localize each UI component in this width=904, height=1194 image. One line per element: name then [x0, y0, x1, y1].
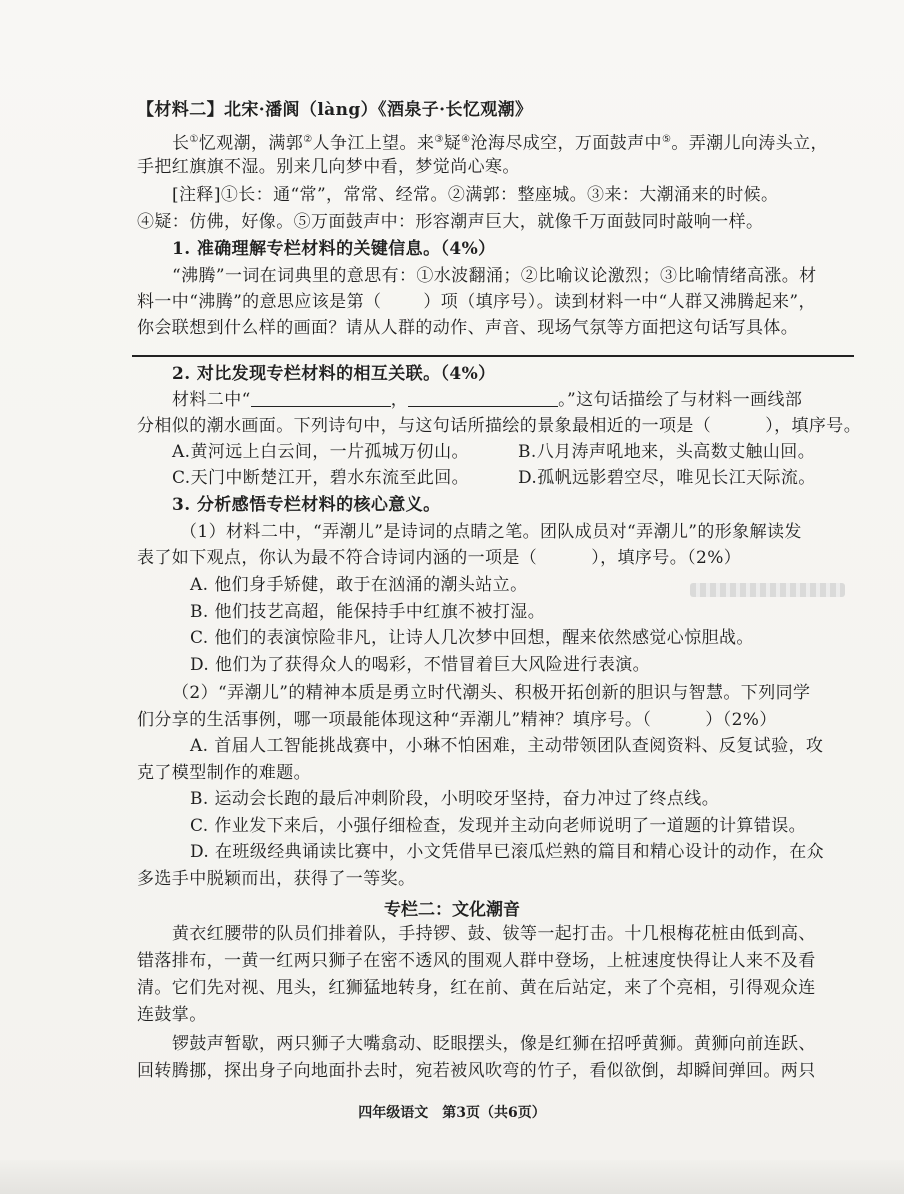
q2-line-1 — [172, 388, 802, 412]
q3-sub2-line-2 — [137, 708, 777, 732]
passage-p1-line-4: 连鼓掌。 — [137, 1005, 207, 1025]
notes-line-1: [注释]①长：通“常”，常常、经常。②满郭：整座城。③来：大潮涌来的时候。 — [172, 185, 779, 205]
q3-sub2-option-c: C. 作业发下来后，小强仔细检查，发现并主动向老师说明了一道题的计算错误。 — [190, 816, 807, 836]
q3-text: ），填序号。（2%） — [591, 548, 742, 568]
q3-sub1-option-d: D. 他们为了获得众人的喝彩，不惜冒着巨大风险进行表演。 — [190, 655, 651, 675]
poem-text: 忆观潮，满郭 — [198, 133, 304, 154]
note-mark: ② — [303, 134, 313, 145]
page-footer: 四年级语文 第3页（共6页） — [358, 1105, 546, 1121]
poem-text: 。弄潮儿向涛头立， — [671, 133, 828, 154]
poem-text: 人争江上望。来 — [312, 133, 435, 154]
fill-blank-1[interactable] — [251, 388, 391, 407]
q1-line-2 — [137, 290, 816, 314]
q1-line-3: 你会联想到什么样的画面？请从人群的动作、声音、现场气氛等方面把这句话写具体。 — [137, 318, 799, 338]
q1-line-1: “沸腾”一词在词典里的意思有：①水波翻涌；②比喻议论激烈；③比喻情绪高涨。材 — [172, 266, 817, 286]
q2-option-d: D.孤帆远影碧空尽，唯见长江天际流。 — [518, 468, 816, 488]
passage-p2-line-2: 回转腾挪，探出身子向地面扑去时，宛若被风吹弯的竹子，看似欲倒，却瞬间弹回。两只 — [137, 1061, 816, 1081]
q2-text: 材料二中“ — [172, 390, 251, 410]
note-mark: ⑤ — [661, 134, 672, 145]
q2-option-c: C.天门中断楚江开，碧水东流至此回。 — [172, 468, 470, 488]
passage-p2-line-1: 锣鼓声暂歇，两只狮子大嘴翕动、眨眼摆头，像是红狮在招呼黄狮。黄狮向前连跃、 — [172, 1034, 816, 1054]
section-title: 专栏二：文化潮音 — [384, 900, 520, 920]
poem-line-2: 手把红旗旗不湿。别来几向梦中看，梦觉尚心寒。 — [137, 157, 520, 177]
poem-text: 沧海尽成空，万面鼓声中 — [470, 133, 662, 154]
passage-p1-line-3: 清。它们先对视、甩头，红狮猛地转身，红在前、黄在后站定，来了个亮相，引得观众连 — [137, 978, 816, 998]
fill-blank-2[interactable] — [408, 388, 558, 407]
poem-line-1 — [172, 128, 828, 156]
q2-text: 分相似的潮水画面。下列诗句中，与这句话所描绘的景象最相近的一项是（ — [137, 416, 712, 436]
q3-sub2-line-1: （2）“弄潮儿”的精神本质是勇立时代潮头、积极开拓创新的胆识与智慧。下列同学 — [172, 683, 811, 703]
q3-sub1-option-b: B. 他们技艺高超，能保持手中红旗不被打湿。 — [190, 602, 546, 622]
q3-text: ）（2%） — [705, 710, 777, 730]
q3-text: 表了如下观点，你认为最不符合诗词内涵的一项是（ — [137, 548, 538, 568]
material2-header: 【材料二】北宋·潘阆（làng）《酒泉子·长忆观潮》 — [137, 100, 533, 120]
q3-sub2-option-a-2: 克了模型制作的难题。 — [137, 763, 311, 783]
note-mark: ① — [189, 134, 199, 145]
poem-text: 长 — [172, 133, 190, 154]
q3-sub2-option-b: B. 运动会长跑的最后冲刺阶段，小明咬牙坚持，奋力冲过了终点线。 — [190, 789, 720, 809]
q1-text: ）项（填序号）。读到材料一中“人群又沸腾起来”， — [423, 292, 816, 312]
q3-sub2-option-d-2: 多选手中脱颖而出，获得了一等奖。 — [137, 869, 416, 889]
q3-text: 们分享的生活事例，哪一项最能体现这种“弄潮儿”精神？填序号。（ — [137, 710, 652, 730]
note-mark: ③ — [434, 134, 444, 145]
q3-sub1-line-2 — [137, 546, 741, 570]
q3-sub1-option-a: A. 他们身手矫健，敢于在汹涌的潮头站立。 — [190, 575, 528, 595]
q2-text: 。”这句话描绘了与材料一画线部 — [558, 390, 803, 410]
q3-sub2-option-d-1: D. 在班级经典诵读比赛中，小文凭借早已滚瓜烂熟的篇目和精心设计的动作，在众 — [190, 842, 825, 862]
q2-option-b: B.八月涛声吼地来，头高数丈触山回。 — [518, 442, 816, 462]
note-mark: ④ — [461, 134, 471, 145]
q3-sub1-line-1: （1）材料二中，“弄潮儿”是诗词的点睛之笔。团队成员对“弄潮儿”的形象解读发 — [180, 522, 802, 542]
q1-text: 料一中“沸腾”的意思应该是第（ — [137, 292, 382, 312]
q2-option-a: A.黄河远上白云间，一片孤城万仞山。 — [172, 442, 469, 462]
passage-p1-line-1: 黄衣红腰带的队员们排着队，手持锣、鼓、钹等一起打击。十几根梅花桩由低到高、 — [172, 924, 816, 944]
q2-line-2 — [137, 414, 861, 438]
blurred-watermark — [690, 583, 845, 597]
q2-text: ， — [390, 390, 409, 410]
poem-text: 疑 — [443, 133, 462, 154]
q2-title: 2. 对比发现专栏材料的相互关联。（4%） — [172, 364, 496, 384]
q3-sub1-option-c: C. 他们的表演惊险非凡，让诗人几次梦中回想，醒来依然感觉心惊胆战。 — [190, 628, 754, 648]
q2-text: ），填序号。 — [765, 416, 862, 436]
q3-sub2-option-a-1: A. 首届人工智能挑战赛中，小琳不怕困难，主动带领团队查阅资料、反复试验，攻 — [190, 736, 824, 756]
q3-title: 3. 分析感悟专栏材料的核心意义。 — [172, 495, 441, 515]
passage-p1-line-2: 错落排布，一黄一红两只狮子在密不透风的围观人群中登场，上桩速度快得让人来不及看 — [137, 951, 816, 971]
page-edge — [0, 1160, 904, 1194]
q1-title: 1. 准确理解专栏材料的关键信息。（4%） — [172, 239, 496, 259]
notes-line-2: ④疑：仿佛，好像。⑤万面鼓声中：形容潮声巨大，就像千万面鼓同时敲响一样。 — [137, 212, 764, 232]
answer-line — [132, 355, 854, 357]
